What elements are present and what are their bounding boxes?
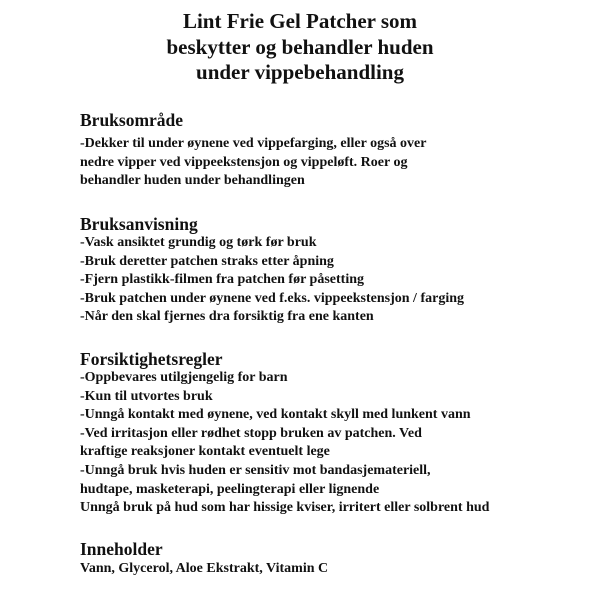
instructions-line-3: -Fjern plastikk-filmen fra patchen før påsetting <box>80 272 364 288</box>
section-precautions <box>80 349 590 518</box>
usage-line-2: nedre vipper ved vippeekstensjon og vippeløft. Roer og <box>80 154 408 170</box>
precautions-line-7: hudtape, masketerapi, peelingterapi eller lignende <box>80 481 380 497</box>
precautions-line-4: -Ved irritasjon eller rødhet stopp bruken av patchen. Ved <box>80 425 422 441</box>
section-instructions-heading: Bruksanvisning <box>80 214 198 234</box>
section-contents-text <box>80 560 590 579</box>
section-instructions-list <box>80 234 590 327</box>
page-title <box>0 9 600 86</box>
section-usage-text <box>80 135 590 191</box>
section-usage <box>80 110 590 191</box>
section-contents <box>80 539 590 579</box>
precautions-line-6: -Unngå bruk hvis huden er sensitiv mot bandasjemateriell, <box>80 462 431 478</box>
precautions-line-2: -Kun til utvortes bruk <box>80 388 213 404</box>
contents-line-1: Vann, Glycerol, Aloe Ekstrakt, Vitamin C <box>80 561 329 576</box>
usage-line-1: -Dekker til under øynene ved vippefarging, eller også over <box>80 136 427 151</box>
section-precautions-list <box>80 369 590 518</box>
section-instructions <box>80 214 590 327</box>
instructions-line-2: -Bruk deretter patchen straks etter åpning <box>80 253 334 269</box>
instructions-line-5: -Når den skal fjernes dra forsiktig fra ene kanten <box>80 309 374 325</box>
section-precautions-heading: Forsiktighetsregler <box>80 349 223 369</box>
section-usage-heading: Bruksområde <box>80 110 184 130</box>
precautions-line-1: -Oppbevares utilgjengelig for barn <box>80 370 288 385</box>
section-contents-heading: Inneholder <box>80 539 163 559</box>
precautions-line-3: -Unngå kontakt med øynene, ved kontakt skyll med lunkent vann <box>80 407 471 423</box>
title-line-2: beskytter og behandler huden <box>166 34 434 59</box>
precautions-line-8: Unngå bruk på hud som har hissige kviser, irritert eller solbrent hud <box>80 500 490 516</box>
usage-line-3: behandler huden under behandlingen <box>80 173 305 189</box>
precautions-line-5: kraftige reaksjoner kontakt eventuelt lege <box>80 444 330 460</box>
instructions-line-4: -Bruk patchen under øynene ved f.eks. vippeekstensjon / farging <box>80 290 465 306</box>
title-line-1: Lint Frie Gel Patcher som <box>182 9 418 33</box>
instructions-line-1: -Vask ansiktet grundig og tørk før bruk <box>80 235 317 250</box>
title-line-3: under vippebehandling <box>196 60 404 84</box>
